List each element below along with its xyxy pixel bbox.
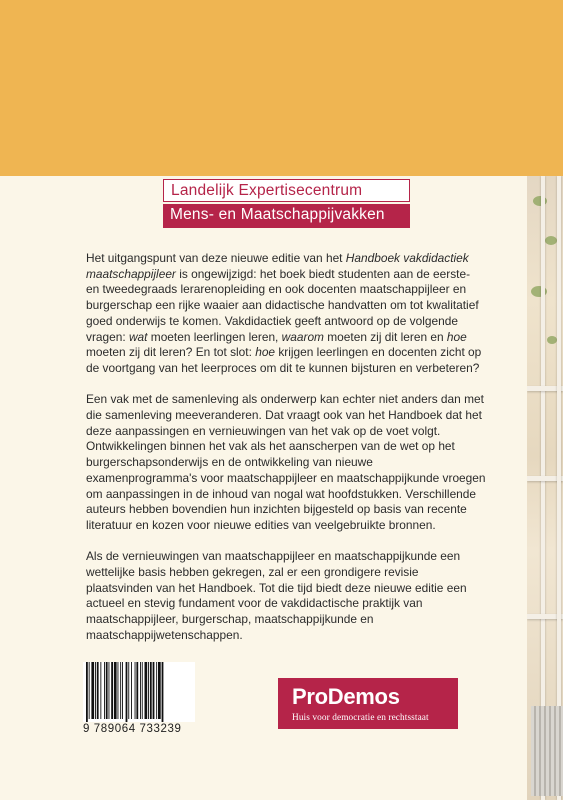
barcode-bar: [135, 662, 136, 719]
barcode-bar: [148, 662, 149, 719]
barcode-bar: [153, 662, 155, 719]
barcode-bar: [95, 662, 96, 719]
paragraph-3: Als de vernieuwingen van maatschappijleer en maatschappijkunde een wettelijke basis hebben gekregen, zal er een grondigere revisie plaatsvinden van het Handboek. Tot die tijd biedt deze nieuwe editie een actueel en stevig fundament voor de vakdidactische praktijk van maatschappijleer, burgerschap, maatschappijkunde en maatschappijwetenschappen.: [86, 549, 467, 642]
barcode-bar: [126, 662, 128, 722]
emphasis-text: maatschappijleer: [86, 266, 176, 281]
top-color-band: [0, 0, 563, 176]
paragraph-1: Het uitgangspunt van deze nieuwe editie van het Handboek vakdidactiek maatschappijleer is ongewijzigd: het boek biedt studenten aan de eerste- en tweedegraads lerarenopleiding en ook docenten maatschappijleer en burgerschap een rijke waaier aan didactische handvatten om tot kwalitatief goed onderwijs te komen. Vakdidactiek geeft antwoord op de volgende vragen: wat moeten leerlingen leren, waarom moeten zij dit leren en hoe moeten zij dit leren? En tot slot: hoe krijgen leerlingen en docenten zicht op de voortgang van het leerproces om dit te kunnen bijsturen en verbeteren?: [86, 251, 482, 375]
barcode-bar: [111, 662, 113, 719]
barcode-bar: [145, 662, 148, 719]
barcode-bar: [131, 662, 132, 719]
emphasis-text: hoe: [446, 329, 467, 344]
publisher-name: ProDemos: [292, 684, 400, 709]
barcode-bar: [120, 662, 121, 719]
barcode-bar: [122, 662, 123, 719]
mens-maatschappijvakken-title: Mens- en Maatschappijvakken: [163, 204, 410, 228]
emphasis-text: hoe: [255, 345, 276, 360]
barcode-bar: [158, 662, 161, 719]
barcode-bar: [109, 662, 110, 719]
barcode-bar: [140, 662, 141, 719]
barcode-bar: [89, 662, 90, 719]
barcode-bar: [86, 662, 88, 722]
back-cover-text: [86, 251, 486, 659]
barcode-bar: [104, 662, 105, 719]
barcode-bar: [91, 662, 94, 719]
barcode-bar: [142, 662, 143, 719]
barcode-bar: [100, 662, 101, 719]
barcode-bar: [114, 662, 117, 719]
prodemos-logo: [278, 678, 458, 729]
barcode-bar: [156, 662, 157, 719]
expertisecentrum-title: Landelijk Expertisecentrum: [163, 179, 410, 202]
publisher-tagline: Huis voor democratie en rechtsstaat: [292, 713, 429, 723]
barcode-bar: [150, 662, 152, 719]
barcode-bar: [136, 662, 138, 719]
barcode-bar: [106, 662, 108, 719]
barcode-bar: [162, 662, 164, 722]
barcode-bar: [97, 662, 99, 719]
isbn-barcode: [83, 662, 195, 722]
emphasis-text: wat: [128, 329, 148, 344]
emphasis-text: Handboek vakdidactiek: [345, 251, 469, 265]
isbn-number: 9 789064 733239: [83, 723, 182, 735]
emphasis-text: waarom: [281, 329, 324, 344]
window-photo: [527, 176, 563, 800]
barcode-bar: [118, 662, 119, 719]
barcode-bar: [128, 662, 129, 719]
paragraph-2: Een vak met de samenleving als onderwerp kan echter niet anders dan met die samenleving meeveranderen. Dat vraagt ook van het Handboek dat het deze aanpassingen en vernieuwingen van het vak op de voet volgt. Ontwikkelingen binnen het vak als het aanscherpen van de wet op het burgerschapsonderwijs en de ontwikkeling van nieuwe examenprogramma's voor maatschappijleer en maatschappijkunde vroegen om aanpassingen in de inhoud van nogal wat hoofdstukken. Verschillende auteurs hebben bovendien hun inzichten bijgesteld op basis van recente literatuur en kozen voor nieuwe edities van veelgebruikte bronnen.: [86, 392, 486, 532]
